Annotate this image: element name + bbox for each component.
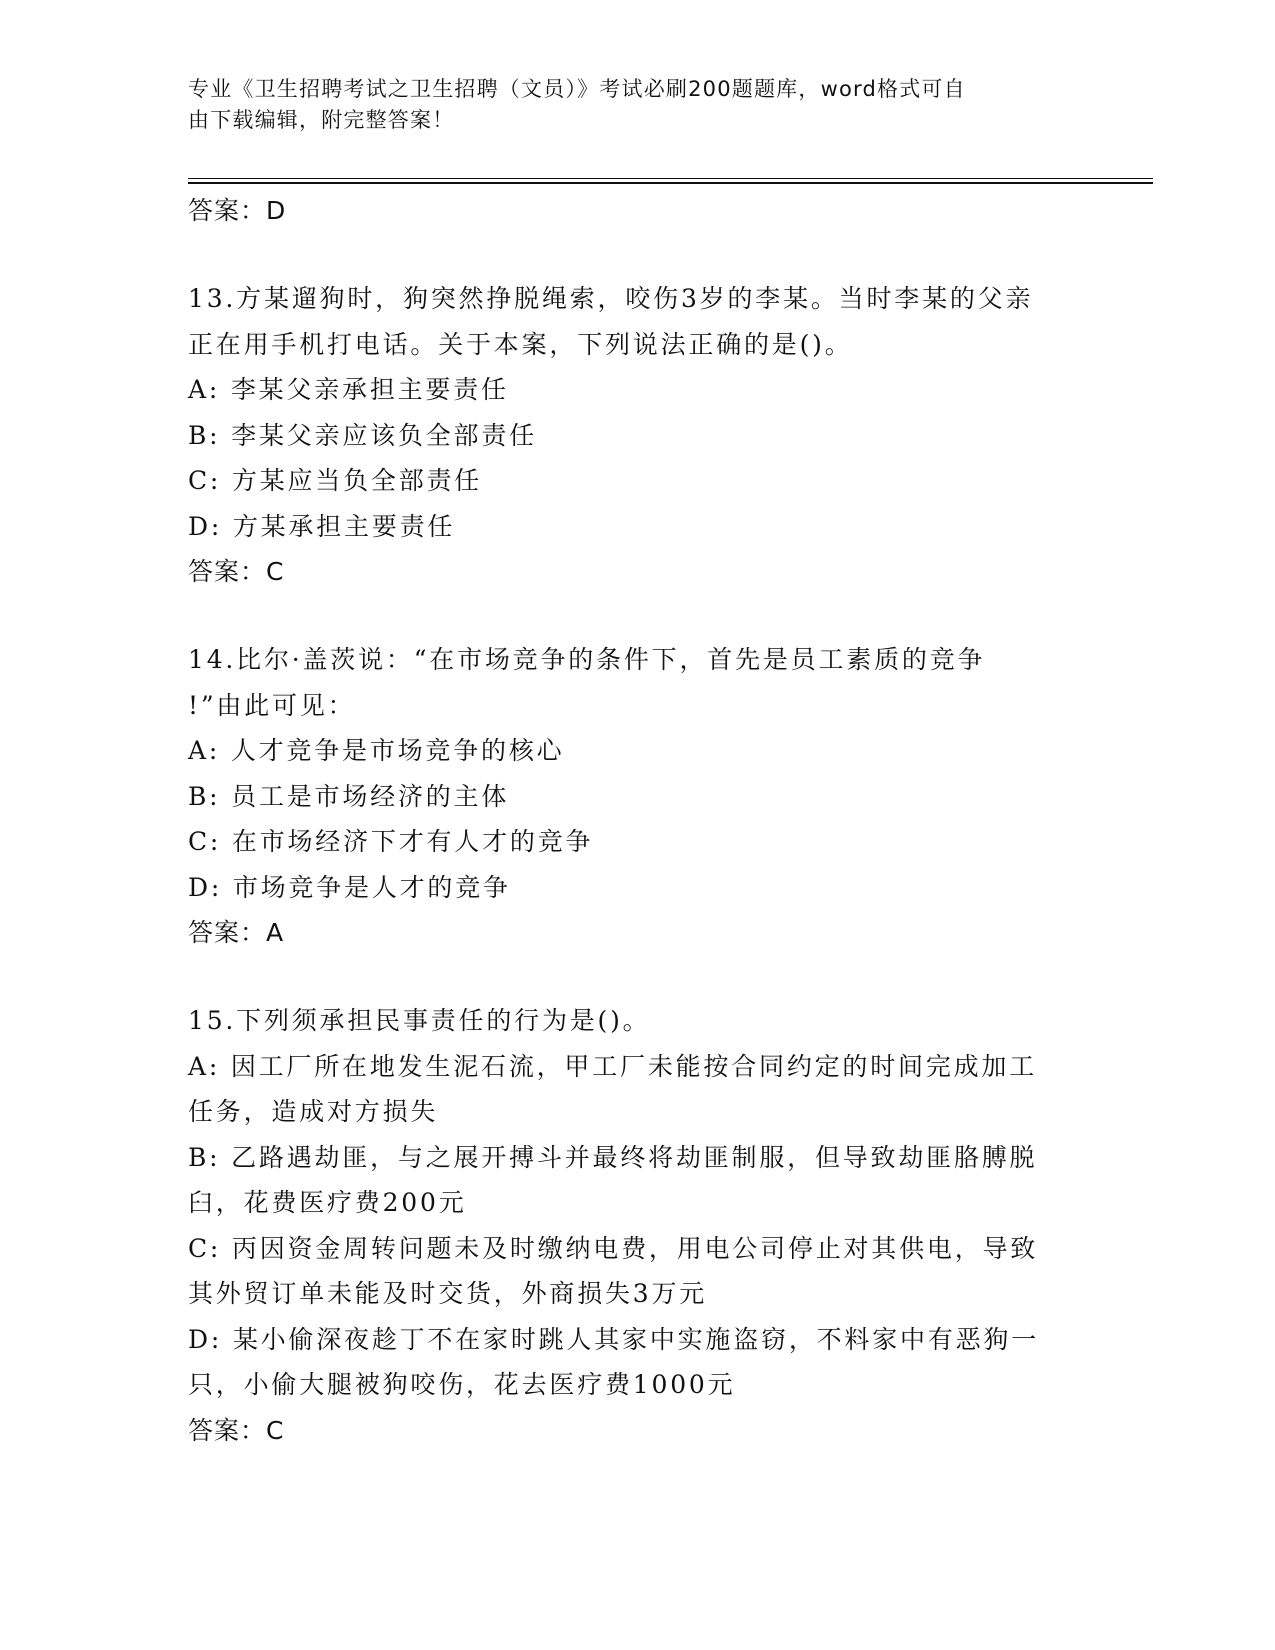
option-d-continued: 只，小偷大腿被狗咬伤，花去医疗费1000元 xyxy=(188,1370,736,1399)
header-line-1: 专业《卫生招聘考试之卫生招聘（文员）》考试必刷200题题库，word格式可自 xyxy=(188,77,966,101)
question-14 xyxy=(188,637,1088,956)
header-divider-thin xyxy=(188,178,1153,179)
question-stem: 13.方某遛狗时，狗突然挣脱绳索，咬伤3岁的李某。当时李某的父亲 xyxy=(188,284,1034,313)
option-d: D: 某小偷深夜趁丁不在家时跳人其家中实施盗窃，不料家中有恶狗一 xyxy=(188,1324,1040,1354)
question-stem: 14.比尔·盖茨说：“在市场竞争的条件下，首先是员工素质的竞争 xyxy=(188,645,986,674)
option-c: C: 在市场经济下才有人才的竞争 xyxy=(188,827,594,856)
answer-line: 答案：D xyxy=(188,196,287,225)
answer-line: 答案：C xyxy=(188,1415,285,1445)
answer-line: 答案：A xyxy=(188,918,285,947)
document-body xyxy=(188,188,1088,1454)
header-line-2: 由下载编辑，附完整答案！ xyxy=(188,108,455,132)
option-a-continued: 任务，造成对方损失 xyxy=(188,1097,439,1126)
page-header xyxy=(188,74,1088,136)
option-b: B: 乙路遇劫匪，与之展开搏斗并最终将劫匪制服，但导致劫匪胳膊脱 xyxy=(188,1142,1038,1172)
question-stem-continued: !”由此可见： xyxy=(188,690,356,720)
option-d: D: 方某承担主要责任 xyxy=(188,511,456,541)
option-b: B: 员工是市场经济的主体 xyxy=(188,781,510,811)
option-a: A: 因工厂所在地发生泥石流，甲工厂未能按合同约定的时间完成加工 xyxy=(188,1051,1038,1081)
header-divider-thick xyxy=(188,182,1153,184)
option-c-continued: 其外贸订单未能及时交货，外商损失3万元 xyxy=(188,1279,708,1308)
option-b: B: 李某父亲应该负全部责任 xyxy=(188,420,537,450)
question-15 xyxy=(188,998,1088,1454)
answer-line: 答案：C xyxy=(188,557,285,586)
option-d: D: 市场竞争是人才的竞争 xyxy=(188,872,511,902)
question-stem-continued: 正在用手机打电话。关于本案，下列说法正确的是()。 xyxy=(188,329,853,359)
option-c: C: 丙因资金周转问题未及时缴纳电费，用电公司停止对其供电，导致 xyxy=(188,1233,1039,1263)
option-c: C: 方某应当负全部责任 xyxy=(188,466,483,495)
question-13 xyxy=(188,276,1088,595)
option-a: A: 人才竞争是市场竞争的核心 xyxy=(188,736,565,765)
question-stem: 15.下列须承担民事责任的行为是()。 xyxy=(188,1006,651,1035)
option-a: A: 李某父亲承担主要责任 xyxy=(188,375,509,404)
option-b-continued: 臼，花费医疗费200元 xyxy=(188,1188,467,1217)
